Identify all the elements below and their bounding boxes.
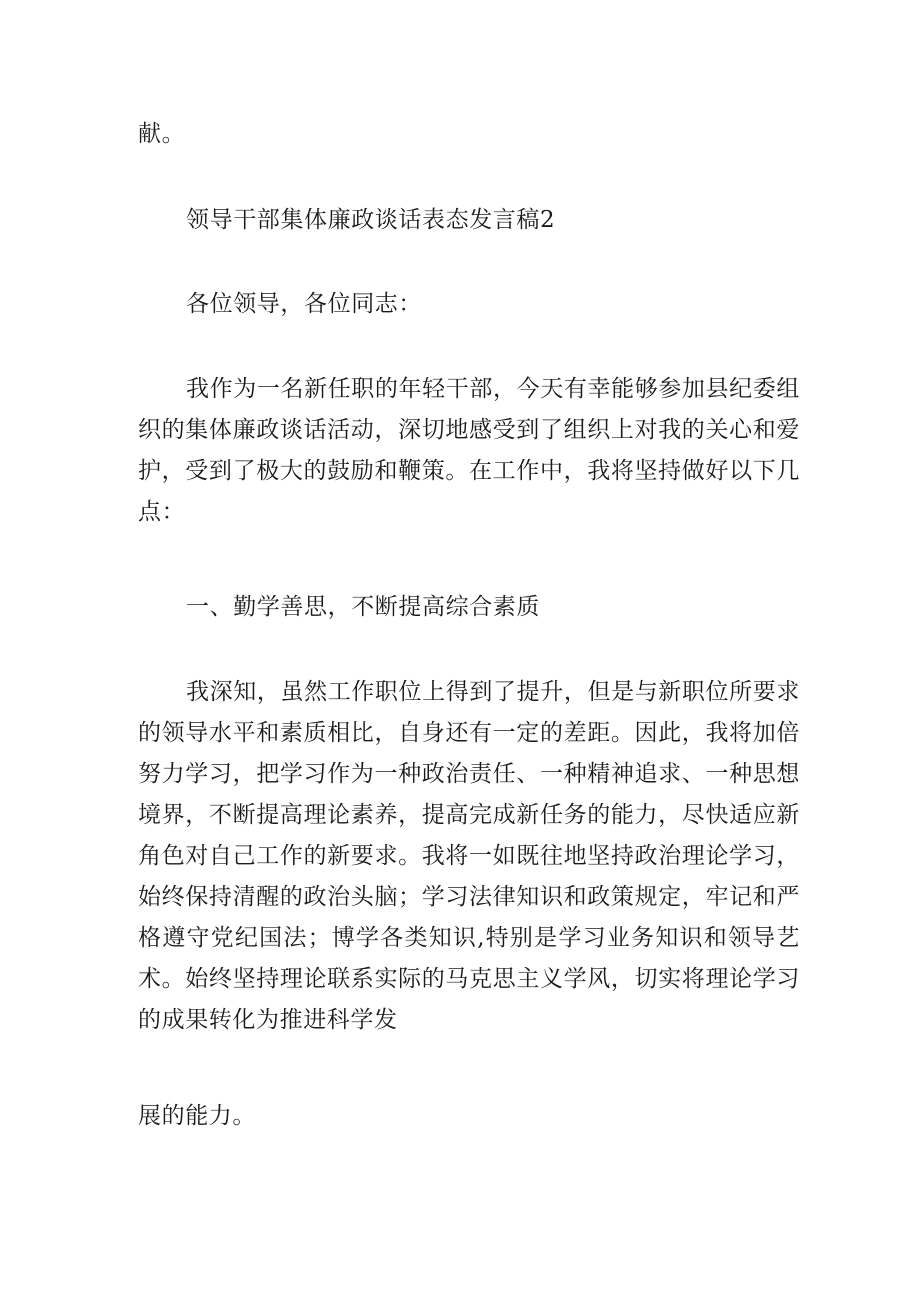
intro-paragraph: 我作为一名新任职的年轻干部，今天有幸能够参加县纪委组织的集体廉政谈话活动，深切地感受到了组织上对我的关心和爱护，受到了极大的鼓励和鞭策。在工作中，我将坚持做好以下几点： xyxy=(138,376,800,525)
document-title: 领导干部集体廉政谈话表态发言稿2 xyxy=(186,207,556,233)
continuation-text-bottom: 展的能力。 xyxy=(138,1103,256,1129)
section-heading: 一、勤学善思，不断提高综合素质 xyxy=(186,594,540,620)
section-paragraph: 我深知，虽然工作职位上得到了提升，但是与新职位所要求的领导水平和素质相比，自身还有一定的差距。因此，我将加倍努力学习，把学习作为一种政治责任、一种精神追求、一种思想境界，不断提高理论素养，提高完成新任务的能力，尽快适应新角色对自己工作的新要求。我将一如既往地坚持政治理论学习，始终保持清醒的政治头脑；学习法律知识和政策规定，牢记和严格遵守党纪国法；博学各类知识,特别是学习业务知识和领导艺术。始终坚持理论联系实际的马克思主义学风，切实将理论学习的成果转化为推进科学发 xyxy=(138,679,800,1033)
continuation-text-top: 献。 xyxy=(138,121,186,147)
salutation: 各位领导，各位同志： xyxy=(186,291,422,317)
